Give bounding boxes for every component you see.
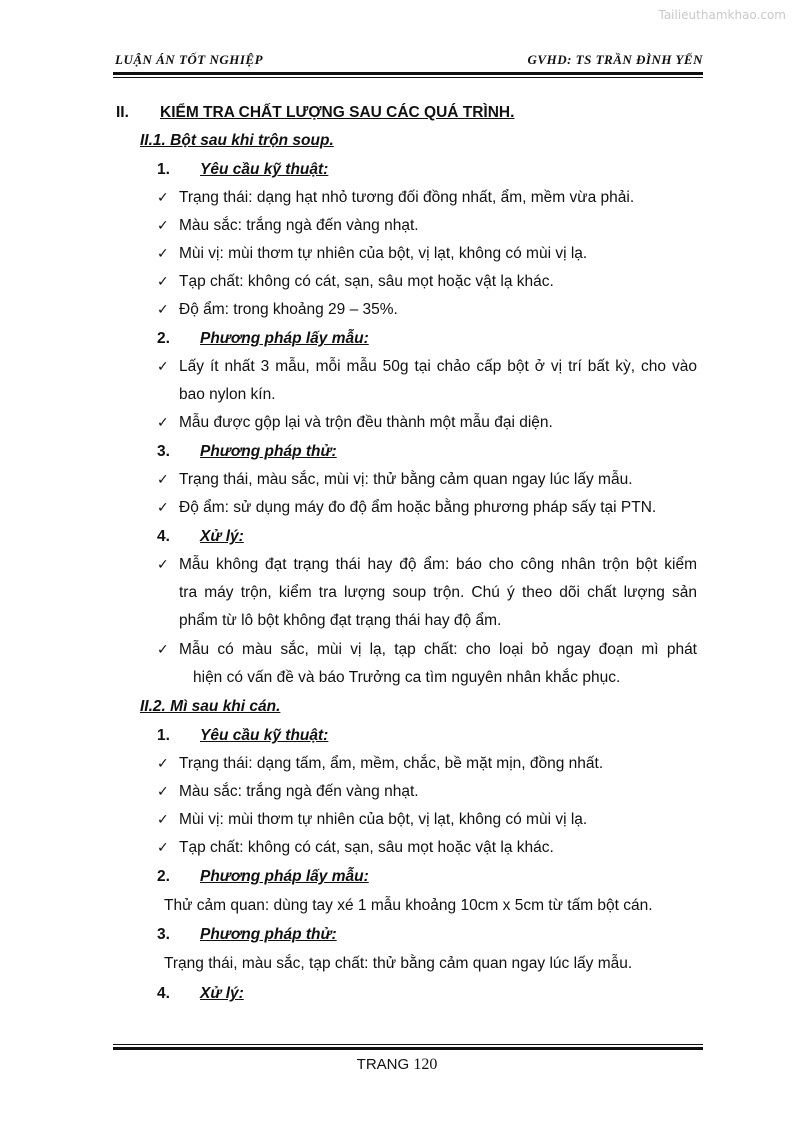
list-item — [0, 637, 794, 663]
check-icon: ✓ — [157, 472, 169, 488]
check-icon: ✓ — [157, 190, 169, 206]
list-item-text: phẩm từ lô bột không đạt trạng thái hay độ ẩm. — [179, 612, 502, 629]
list-item-text: hiện có vấn đề và báo Trưởng ca tìm nguyên nhân khắc phục. — [193, 669, 621, 686]
list-item — [0, 269, 794, 295]
list-item-text: Độ ẩm: sử dụng máy đo độ ẩm hoặc bằng phương pháp sấy tại PTN. — [179, 499, 657, 516]
page-number: 120 — [413, 1056, 438, 1073]
list-item-continuation — [0, 580, 794, 606]
check-icon: ✓ — [157, 840, 169, 856]
subsection-2-title: II.2. Mì sau khi cán. — [140, 698, 281, 715]
list-item — [0, 467, 794, 493]
check-icon: ✓ — [157, 557, 169, 573]
list-item — [0, 779, 794, 805]
watermark: Tailieuthamkhao.com — [658, 8, 786, 22]
list-item-text: Mẫu có màu sắc, mùi vị lạ, tạp chất: cho loại bỏ ngay đoạn mì phát — [179, 641, 697, 658]
check-icon: ✓ — [157, 218, 169, 234]
list-item-text: Mẫu được gộp lại và trộn đều thành một mẫu đại diện. — [179, 414, 553, 431]
sub1-handling-title: Xử lý: — [200, 528, 244, 545]
sub2-handling-number: 4. — [157, 985, 170, 1002]
sub2-req-number: 1. — [157, 727, 170, 744]
check-icon: ✓ — [157, 274, 169, 290]
check-icon: ✓ — [157, 642, 169, 658]
list-item-text: Tạp chất: không có cát, sạn, sâu mọt hoặc vật lạ khác. — [179, 839, 554, 856]
subsection-1-heading — [0, 128, 794, 154]
sub1-handling-number: 4. — [157, 528, 170, 545]
check-icon: ✓ — [157, 500, 169, 516]
check-icon: ✓ — [157, 246, 169, 262]
header-supervisor: GVHD: TS TRẦN ĐÌNH YẾN — [527, 52, 703, 67]
list-item-continuation — [0, 382, 794, 408]
list-item-text: bao nylon kín. — [179, 386, 276, 403]
list-item-text: Trạng thái: dạng hạt nhỏ tương đối đồng nhất, ẩm, mềm vừa phải. — [179, 189, 635, 206]
sub1-req-title: Yêu cầu kỹ thuật: — [200, 161, 329, 178]
list-item-text: Mùi vị: mùi thơm tự nhiên của bột, vị lạt, không có mùi vị lạ. — [179, 245, 588, 262]
list-item-continuation — [0, 608, 794, 634]
list-item-continuation — [0, 665, 794, 691]
check-icon: ✓ — [157, 812, 169, 828]
list-item — [0, 241, 794, 267]
check-icon: ✓ — [157, 756, 169, 772]
sub1-test-title: Phương pháp thử: — [200, 443, 337, 460]
list-item — [0, 835, 794, 861]
sub1-req-heading — [0, 157, 794, 183]
sub2-sampling-number: 2. — [157, 868, 170, 885]
header-rule-thick — [113, 72, 703, 75]
footer-rule-thin — [113, 1044, 703, 1045]
paragraph — [0, 951, 794, 977]
list-item — [0, 354, 794, 380]
list-item — [0, 410, 794, 436]
sub1-sampling-title: Phương pháp lấy mẫu: — [200, 330, 369, 347]
sub2-req-title: Yêu cầu kỹ thuật: — [200, 727, 329, 744]
list-item — [0, 297, 794, 323]
section-title: KIỂM TRA CHẤT LƯỢNG SAU CÁC QUÁ TRÌNH. — [160, 104, 515, 121]
sub1-sampling-heading — [0, 326, 794, 352]
list-item-text: Trạng thái, màu sắc, mùi vị: thử bằng cảm quan ngay lúc lấy mẫu. — [179, 471, 633, 488]
footer-label: TRANG — [356, 1056, 410, 1073]
sub1-test-number: 3. — [157, 443, 170, 460]
subsection-2-heading — [0, 694, 794, 720]
list-item-text: Màu sắc: trắng ngà đến vàng nhạt. — [179, 217, 419, 234]
check-icon: ✓ — [157, 359, 169, 375]
header-left-title: LUẬN ÁN TỐT NGHIỆP — [115, 52, 264, 67]
sub2-handling-title: Xử lý: — [200, 985, 244, 1002]
section-number: II. — [116, 104, 129, 121]
list-item-text: Tạp chất: không có cát, sạn, sâu mọt hoặc vật lạ khác. — [179, 273, 554, 290]
list-item — [0, 552, 794, 578]
sub2-test-heading — [0, 922, 794, 948]
check-icon: ✓ — [157, 784, 169, 800]
sub2-sampling-title: Phương pháp lấy mẫu: — [200, 868, 369, 885]
sub2-req-heading — [0, 723, 794, 749]
list-item-text: Độ ẩm: trong khoảng 29 – 35%. — [179, 301, 398, 318]
list-item — [0, 751, 794, 777]
footer-rule-thick — [113, 1047, 703, 1050]
sub1-req-number: 1. — [157, 161, 170, 178]
list-item — [0, 213, 794, 239]
sub2-test-title: Phương pháp thử: — [200, 926, 337, 943]
list-item-text: Mùi vị: mùi thơm tự nhiên của bột, vị lạt, không có mùi vị lạ. — [179, 811, 588, 828]
check-icon: ✓ — [157, 415, 169, 431]
sub1-test-heading — [0, 439, 794, 465]
section-heading — [0, 100, 794, 126]
list-item — [0, 495, 794, 521]
sub2-test-number: 3. — [157, 926, 170, 943]
sub1-sampling-number: 2. — [157, 330, 170, 347]
header-rule-thin — [113, 77, 703, 78]
sub1-handling-heading — [0, 524, 794, 550]
list-item-text: Mẫu không đạt trạng thái hay độ ẩm: báo cho công nhân trộn bột kiểm — [179, 556, 697, 573]
list-item-text: Lấy ít nhất 3 mẫu, mỗi mẫu 50g tại chảo cấp bột ở vị trí bất kỳ, cho vào — [179, 358, 697, 375]
sub2-sampling-text: Thử cảm quan: dùng tay xé 1 mẫu khoảng 10cm x 5cm từ tấm bột cán. — [164, 897, 653, 914]
sub2-handling-heading — [0, 981, 794, 1007]
subsection-1-title: II.1. Bột sau khi trộn soup. — [140, 132, 334, 149]
sub2-test-text: Trạng thái, màu sắc, tạp chất: thử bằng cảm quan ngay lúc lấy mẫu. — [164, 955, 633, 972]
list-item-text: Màu sắc: trắng ngà đến vàng nhạt. — [179, 783, 419, 800]
list-item — [0, 807, 794, 833]
list-item-text: Trạng thái: dạng tấm, ẩm, mềm, chắc, bề mặt mịn, đồng nhất. — [179, 755, 604, 772]
sub2-sampling-heading — [0, 864, 794, 890]
list-item — [0, 185, 794, 211]
page-header — [115, 52, 703, 70]
paragraph — [0, 893, 794, 919]
page-footer — [0, 1056, 794, 1074]
list-item-text: tra máy trộn, kiểm tra lượng soup trộn. Chú ý theo dõi chất lượng sản — [179, 584, 697, 601]
check-icon: ✓ — [157, 302, 169, 318]
